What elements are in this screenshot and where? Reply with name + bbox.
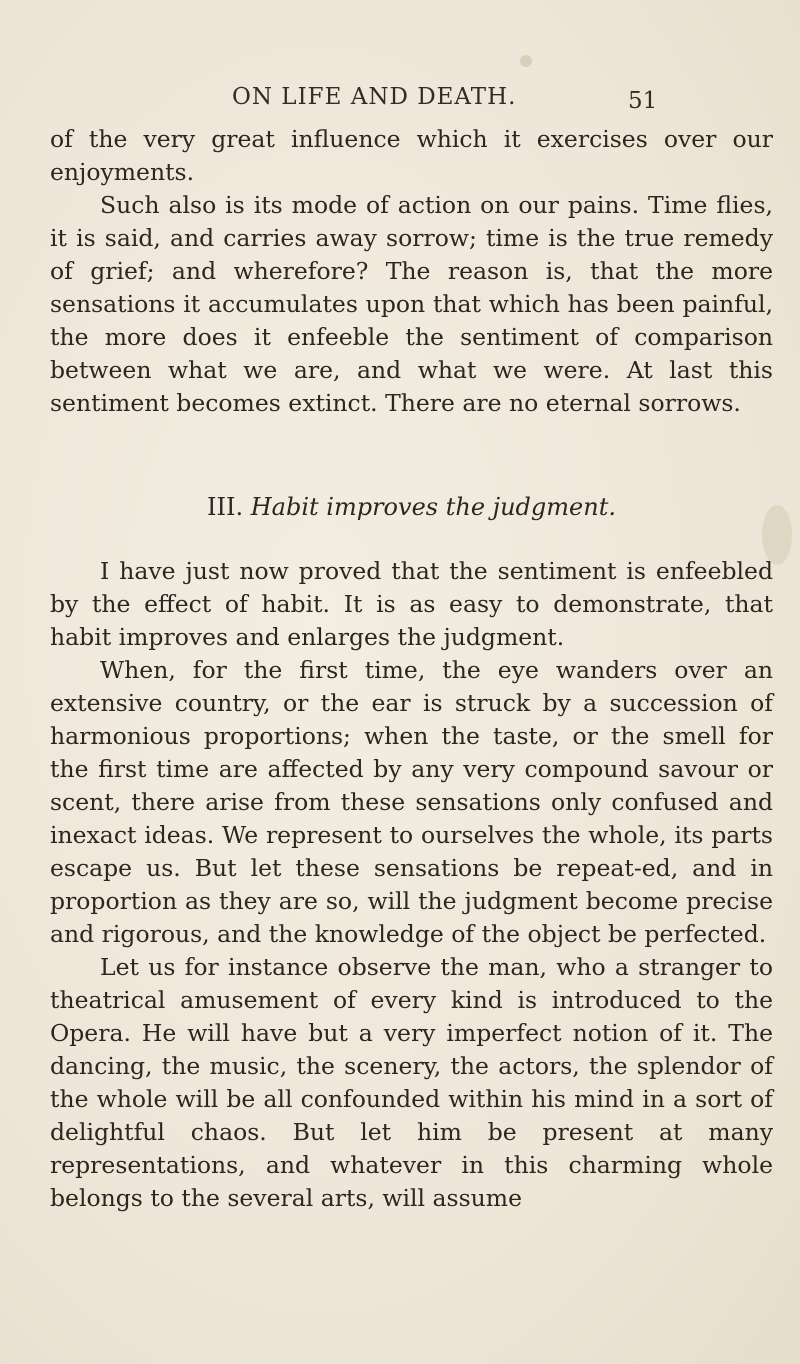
body-text-top <box>50 123 773 420</box>
paper-blemish <box>520 55 532 67</box>
body-text-bottom <box>50 555 773 1215</box>
section-number: III. <box>207 493 244 521</box>
paragraph: When, for the first time, the eye wanders over an extensive country, or the ear is struck by a succession of harmonious proportions; when the taste, or the smell for the first time are affected by any very compound savour or scent, there arise from these sensations only confused and inexact ideas. We represent to ourselves the whole, its parts escape us. But let these sensations be repeat-ed, and in proportion as they are so, will the judgment become precise and rigorous, and the knowledge of the object be perfected. <box>50 656 773 948</box>
page-number: 51 <box>628 88 658 114</box>
paragraph: Such also is its mode of action on our pains. Time flies, it is said, and carries away sorrow; time is the true remedy of grief; and wherefore? The reason is, that the more sensations it accumulates upon that which has been painful, the more does it enfeeble the sentiment of comparison between what we are, and what we were. At last this sentiment becomes extinct. There are no eternal sorrows. <box>50 191 773 417</box>
running-title: ON LIFE AND DEATH. <box>232 84 517 110</box>
paragraph: I have just now proved that the sentiment is enfeebled by the effect of habit. It is as easy to demonstrate, that habit improves and enlarges the judgment. <box>50 557 773 651</box>
page-header <box>0 80 800 114</box>
paragraph: of the very great influence which it exercises over our enjoyments. <box>50 125 773 186</box>
section-title: Habit improves the judgment. <box>250 493 616 521</box>
section-heading <box>50 490 773 524</box>
paragraph: Let us for instance observe the man, who a stranger to theatrical amusement of every kind is introduced to the Opera. He will have but a very imperfect notion of it. The dancing, the music, the scenery, the actors, the splendor of the whole will be all confounded within his mind in a sort of delightful chaos. But let him be present at many representations, and whatever in this charming whole belongs to the several arts, will assume <box>50 953 773 1212</box>
